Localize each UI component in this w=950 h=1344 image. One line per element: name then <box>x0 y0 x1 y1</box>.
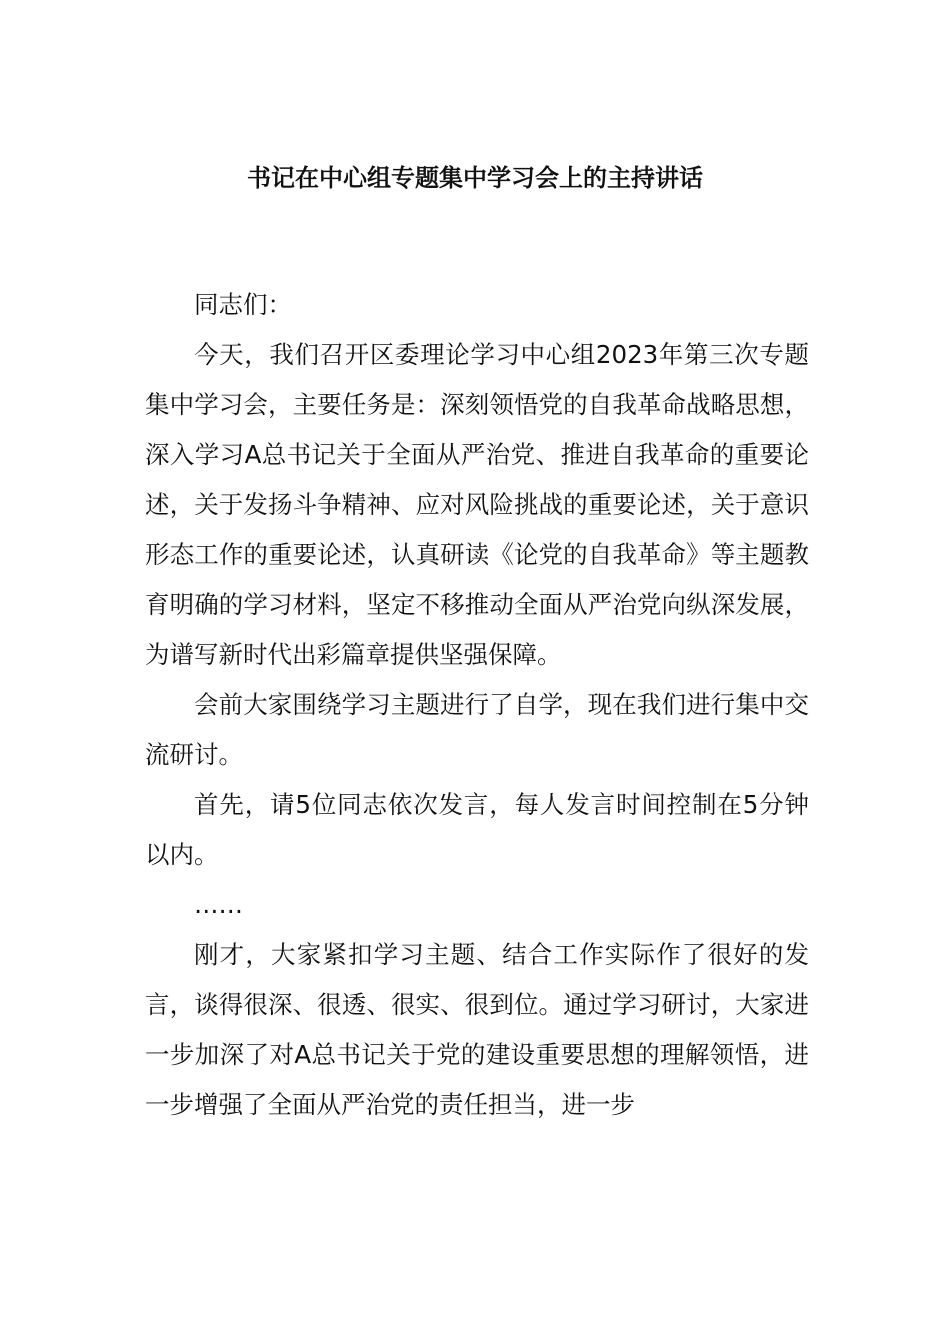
body-paragraph-summary: 刚才，大家紧扣学习主题、结合工作实际作了很好的发言，谈得很深、很透、很实、很到位。通过学习研讨，大家进一步加深了对A总书记关于党的建设重要思想的理解领悟，进一步增强了全面从严治党的责任担当，进一步 <box>145 940 809 1119</box>
document-title: 书记在中心组专题集中学习会上的主持讲话 <box>247 164 703 192</box>
salutation-paragraph: 同志们： <box>194 290 292 319</box>
body-paragraph-ellipsis: …… <box>194 890 243 919</box>
document-body <box>145 280 809 1130</box>
body-paragraph-speakers: 首先，请5位同志依次发言，每人发言时间控制在5分钟以内。 <box>145 790 809 869</box>
body-paragraph-self-study: 会前大家围绕学习主题进行了自学，现在我们进行集中交流研讨。 <box>145 690 809 769</box>
body-paragraph-intro: 今天，我们召开区委理论学习中心组2023年第三次专题集中学习会，主要任务是：深刻领悟党的自我革命战略思想，深入学习A总书记关于全面从严治党、推进自我革命的重要论述，关于发扬斗争精神、应对风险挑战的重要论述，关于意识形态工作的重要论述，认真研读《论党的自我革命》等主题教育明确的学习材料，坚定不移推动全面从严治党向纵深发展，为谱写新时代出彩篇章提供坚强保障。 <box>145 340 809 669</box>
